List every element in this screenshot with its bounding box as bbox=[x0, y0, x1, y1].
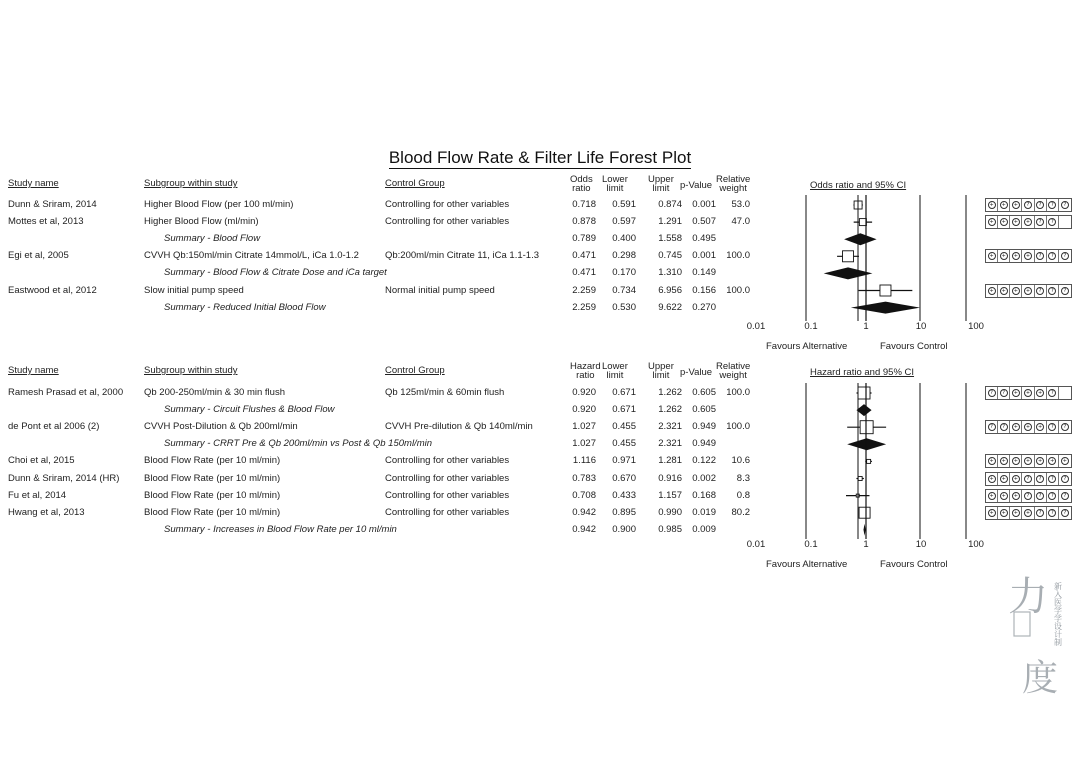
lower-limit-value: 0.971 bbox=[612, 455, 636, 467]
watermark-logo bbox=[1004, 568, 1074, 698]
summary-label: Summary - Circuit Flushes & Blood Flow bbox=[164, 404, 335, 416]
ratio-value: 1.027 bbox=[572, 421, 596, 433]
axis-tick-label: 100 bbox=[968, 321, 984, 332]
lower-limit-value: 0.455 bbox=[612, 421, 636, 433]
unclear-risk-icon: ? bbox=[986, 387, 998, 399]
header-relative-weight: Relative weight bbox=[716, 361, 751, 381]
unclear-risk-icon: ? bbox=[1047, 250, 1059, 262]
header-upper-limit: Upper limit bbox=[648, 361, 674, 381]
axis-tick-label: 10 bbox=[915, 321, 927, 332]
header-p-value: p-Value bbox=[680, 180, 713, 191]
low-risk-icon: + bbox=[1062, 458, 1067, 465]
point-estimate-box bbox=[859, 507, 870, 518]
unclear-risk-icon: ? bbox=[1035, 199, 1047, 211]
low-risk-icon: + bbox=[1010, 199, 1022, 211]
control-group: Controlling for other variables bbox=[385, 472, 510, 484]
upper-limit-value: 0.990 bbox=[658, 506, 682, 518]
header-subgroup: Subgroup within study bbox=[144, 178, 238, 189]
upper-limit-value: 9.622 bbox=[658, 301, 682, 313]
axis-tick-label: 0.01 bbox=[746, 321, 766, 332]
low-risk-icon: + bbox=[1010, 421, 1022, 433]
relative-weight-value: 10.6 bbox=[731, 455, 750, 467]
point-estimate-box bbox=[880, 285, 891, 296]
upper-limit-value: 0.985 bbox=[658, 523, 682, 535]
header-p-value: p-Value bbox=[680, 367, 713, 378]
summary-label: Summary - Blood Flow bbox=[164, 233, 261, 245]
summary-diamond bbox=[856, 404, 871, 416]
point-estimate-box bbox=[859, 219, 866, 226]
ratio-value: 0.920 bbox=[572, 404, 596, 416]
relative-weight-value: 100.0 bbox=[726, 421, 750, 433]
summary-label: Summary - Blood Flow & Citrate Dose and iCa target bbox=[164, 267, 387, 279]
low-risk-icon: + bbox=[998, 199, 1010, 211]
favours-left-label: Favours Alternative bbox=[766, 559, 848, 570]
relative-weight-value: 80.2 bbox=[731, 506, 750, 518]
upper-limit-value: 1.310 bbox=[658, 267, 682, 279]
header-study-name: Study name bbox=[8, 178, 59, 189]
control-group: Controlling for other variables bbox=[385, 199, 510, 210]
summary-diamond bbox=[824, 267, 873, 279]
study-name: Ramesh Prasad et al, 2000 bbox=[8, 387, 124, 398]
low-risk-icon: + bbox=[986, 216, 998, 228]
upper-limit-value: 0.874 bbox=[658, 199, 682, 210]
ratio-value: 0.708 bbox=[572, 489, 596, 501]
unclear-risk-icon: ? bbox=[1059, 507, 1071, 519]
low-risk-icon: + bbox=[986, 507, 998, 519]
unclear-risk-icon: ? bbox=[1035, 216, 1047, 228]
unclear-risk-icon: ? bbox=[1047, 507, 1059, 519]
low-risk-icon: + bbox=[998, 490, 1010, 502]
p-value: 0.019 bbox=[692, 506, 716, 518]
low-risk-icon: + bbox=[1035, 421, 1047, 433]
subgroup-label: CVVH Post-Dilution & Qb 200ml/min bbox=[144, 421, 298, 433]
ratio-value: 0.471 bbox=[572, 267, 596, 279]
low-risk-icon: + bbox=[986, 199, 998, 211]
ratio-value: 0.878 bbox=[572, 216, 596, 228]
header-study-name: Study name bbox=[8, 365, 59, 376]
axis-tick-label: 1 bbox=[863, 539, 869, 550]
header-lower-limit: Lower limit bbox=[602, 174, 628, 194]
control-group: Controlling for other variables bbox=[385, 455, 510, 467]
p-value: 0.001 bbox=[692, 250, 716, 262]
svg-text:力: 力 bbox=[1008, 574, 1048, 620]
low-risk-icon: + bbox=[986, 473, 998, 485]
axis-tick-label: 0.1 bbox=[804, 321, 818, 332]
lower-limit-value: 0.433 bbox=[612, 489, 636, 501]
p-value: 0.507 bbox=[692, 216, 716, 228]
study-name: Egi et al, 2005 bbox=[8, 250, 69, 262]
unclear-risk-icon: ? bbox=[1035, 490, 1047, 502]
unclear-risk-icon: ? bbox=[1059, 473, 1071, 485]
p-value: 0.122 bbox=[692, 455, 716, 467]
p-value: 0.002 bbox=[692, 472, 716, 484]
subgroup-label: Blood Flow Rate (per 10 ml/min) bbox=[144, 455, 281, 467]
study-name: Fu et al, 2014 bbox=[8, 489, 67, 501]
relative-weight-value: 100.0 bbox=[726, 387, 750, 398]
upper-limit-value: 1.558 bbox=[658, 233, 682, 245]
p-value: 0.009 bbox=[692, 523, 716, 535]
low-risk-icon: + bbox=[998, 455, 1010, 467]
ratio-value: 2.259 bbox=[572, 284, 596, 296]
subgroup-label: Blood Flow Rate (per 10 ml/min) bbox=[144, 472, 281, 484]
ratio-value: 1.027 bbox=[572, 438, 596, 450]
unclear-risk-icon: ? bbox=[1035, 250, 1047, 262]
summary-diamond bbox=[844, 233, 876, 245]
low-risk-icon: + bbox=[1010, 490, 1022, 502]
lower-limit-value: 0.530 bbox=[612, 301, 636, 313]
study-name: de Pont et al 2006 (2) bbox=[8, 421, 100, 433]
summary-label: Summary - CRRT Pre & Qb 200ml/min vs Post & Qb 150ml/min bbox=[164, 438, 433, 450]
upper-limit-value: 1.281 bbox=[658, 455, 682, 467]
unclear-risk-icon: ? bbox=[1022, 490, 1034, 502]
low-risk-icon: + bbox=[1022, 216, 1034, 228]
control-group: Normal initial pump speed bbox=[385, 284, 495, 296]
subgroup-label: Blood Flow Rate (per 10 ml/min) bbox=[144, 489, 281, 501]
unclear-risk-icon: ? bbox=[1035, 507, 1047, 519]
ratio-value: 1.116 bbox=[572, 455, 596, 467]
unclear-risk-icon: ? bbox=[1047, 285, 1059, 297]
axis-tick-label: 0.01 bbox=[746, 539, 766, 550]
study-name: Hwang et al, 2013 bbox=[8, 506, 85, 518]
upper-limit-value: 0.745 bbox=[658, 250, 682, 262]
upper-limit-value: 2.321 bbox=[658, 421, 682, 433]
chart-title: Blood Flow Rate & Filter Life Forest Plot bbox=[388, 148, 692, 167]
lower-limit-value: 0.670 bbox=[612, 472, 636, 484]
lower-limit-value: 0.400 bbox=[612, 233, 636, 245]
low-risk-icon: + bbox=[998, 473, 1010, 485]
low-risk-icon: + bbox=[1022, 421, 1034, 433]
subgroup-label: Higher Blood Flow (per 100 ml/min) bbox=[144, 199, 294, 210]
axis-tick-label: 100 bbox=[968, 539, 984, 550]
low-risk-icon: + bbox=[1022, 285, 1034, 297]
relative-weight-value: 53.0 bbox=[731, 199, 750, 210]
lower-limit-value: 0.734 bbox=[612, 284, 636, 296]
ratio-value: 0.942 bbox=[572, 506, 596, 518]
point-estimate-box bbox=[867, 459, 871, 463]
p-value: 0.270 bbox=[692, 301, 716, 313]
lower-limit-value: 0.895 bbox=[612, 506, 636, 518]
control-group: CVVH Pre-dilution & Qb 140ml/min bbox=[385, 421, 533, 433]
subgroup-label: Slow initial pump speed bbox=[144, 284, 244, 296]
lower-limit-value: 0.170 bbox=[612, 267, 636, 279]
p-value: 0.495 bbox=[692, 233, 716, 245]
point-estimate-box bbox=[843, 251, 854, 262]
relative-weight-value: 8.3 bbox=[736, 472, 750, 484]
lower-limit-value: 0.671 bbox=[612, 404, 636, 416]
low-risk-icon: + bbox=[1035, 455, 1047, 467]
lower-limit-value: 0.671 bbox=[612, 387, 636, 398]
low-risk-icon: + bbox=[1010, 455, 1022, 467]
axis-tick-label: 1 bbox=[863, 321, 869, 332]
ratio-value: 0.920 bbox=[572, 387, 596, 398]
unclear-risk-icon: ? bbox=[1035, 473, 1047, 485]
upper-limit-value: 1.291 bbox=[658, 216, 682, 228]
header-upper-limit: Upper limit bbox=[648, 174, 674, 194]
favours-right-label: Favours Control bbox=[880, 559, 948, 570]
lower-limit-value: 0.591 bbox=[612, 199, 636, 210]
header-ratio: Odds ratio bbox=[570, 174, 593, 194]
upper-limit-value: 2.321 bbox=[658, 438, 682, 450]
unclear-risk-icon: ? bbox=[1022, 473, 1034, 485]
low-risk-icon: + bbox=[986, 490, 998, 502]
header-control-group: Control Group bbox=[385, 178, 445, 189]
unclear-risk-icon: ? bbox=[1059, 250, 1071, 262]
ratio-value: 2.259 bbox=[572, 301, 596, 313]
relative-weight-value: 100.0 bbox=[726, 284, 750, 296]
low-risk-icon: + bbox=[998, 285, 1010, 297]
study-name: Eastwood et al, 2012 bbox=[8, 284, 97, 296]
axis-tick-label: 0.1 bbox=[804, 539, 818, 550]
control-group: Controlling for other variables bbox=[385, 216, 510, 228]
control-group: Controlling for other variables bbox=[385, 489, 510, 501]
relative-weight-value: 100.0 bbox=[726, 250, 750, 262]
low-risk-icon: + bbox=[1010, 387, 1022, 399]
p-value: 0.949 bbox=[692, 421, 716, 433]
low-risk-icon: + bbox=[986, 250, 998, 262]
low-risk-icon: + bbox=[1010, 250, 1022, 262]
p-value: 0.156 bbox=[692, 284, 716, 296]
upper-limit-value: 0.916 bbox=[658, 472, 682, 484]
header-control-group: Control Group bbox=[385, 365, 445, 376]
svg-text:度: 度 bbox=[1022, 658, 1059, 698]
unclear-risk-icon: ? bbox=[1022, 199, 1034, 211]
lower-limit-value: 0.455 bbox=[612, 438, 636, 450]
upper-limit-value: 1.262 bbox=[658, 404, 682, 416]
p-value: 0.605 bbox=[692, 404, 716, 416]
low-risk-icon: + bbox=[1010, 285, 1022, 297]
low-risk-icon: + bbox=[1022, 507, 1034, 519]
svg-text:新入医学学设计制: 新入医学学设计制 bbox=[1053, 582, 1063, 646]
unclear-risk-icon: ? bbox=[1047, 473, 1059, 485]
p-value: 0.149 bbox=[692, 267, 716, 279]
summary-diamond bbox=[863, 524, 865, 536]
ratio-value: 0.942 bbox=[572, 523, 596, 535]
lower-limit-value: 0.298 bbox=[612, 250, 636, 262]
subgroup-label: Higher Blood Flow (ml/min) bbox=[144, 216, 259, 228]
favours-right-label: Favours Control bbox=[880, 341, 948, 352]
summary-diamond bbox=[847, 438, 886, 450]
header-plot-title: Odds ratio and 95% CI bbox=[810, 180, 907, 191]
unclear-risk-icon: ? bbox=[1059, 285, 1071, 297]
header-relative-weight: Relative weight bbox=[716, 174, 751, 194]
unclear-risk-icon: ? bbox=[1047, 199, 1059, 211]
subgroup-label: CVVH Qb:150ml/min Citrate 14mmol/L, iCa 1.0-1.2 bbox=[144, 250, 359, 262]
header-plot-title: Hazard ratio and 95% CI bbox=[810, 367, 915, 378]
header-subgroup: Subgroup within study bbox=[144, 365, 238, 376]
low-risk-icon: + bbox=[1022, 250, 1034, 262]
study-name: Mottes et al, 2013 bbox=[8, 216, 84, 228]
subgroup-label: Qb 200-250ml/min & 30 min flush bbox=[144, 387, 285, 398]
ratio-value: 0.789 bbox=[572, 233, 596, 245]
favours-left-label: Favours Alternative bbox=[766, 341, 848, 352]
upper-limit-value: 1.262 bbox=[658, 387, 682, 398]
header-lower-limit: Lower limit bbox=[602, 361, 628, 381]
low-risk-icon: + bbox=[998, 507, 1010, 519]
low-risk-icon: + bbox=[1035, 387, 1047, 399]
low-risk-icon: + bbox=[986, 455, 998, 467]
ratio-value: 0.718 bbox=[572, 199, 596, 210]
summary-label: Summary - Increases in Blood Flow Rate per 10 ml/min bbox=[164, 523, 397, 535]
low-risk-icon: + bbox=[1010, 473, 1022, 485]
unclear-risk-icon: ? bbox=[1035, 285, 1047, 297]
low-risk-icon: + bbox=[986, 285, 998, 297]
p-value: 0.001 bbox=[692, 199, 716, 210]
unclear-risk-icon: ? bbox=[1047, 387, 1059, 399]
p-value: 0.168 bbox=[692, 489, 716, 501]
ratio-value: 0.471 bbox=[572, 250, 596, 262]
point-estimate-box bbox=[860, 421, 873, 434]
unclear-risk-icon: ? bbox=[1047, 490, 1059, 502]
point-estimate-box bbox=[858, 477, 862, 481]
p-value: 0.605 bbox=[692, 387, 716, 398]
low-risk-icon: + bbox=[1047, 455, 1059, 467]
unclear-risk-icon: ? bbox=[1059, 421, 1071, 433]
low-risk-icon: + bbox=[998, 216, 1010, 228]
unclear-risk-icon: ? bbox=[1059, 490, 1071, 502]
relative-weight-value: 47.0 bbox=[731, 216, 750, 228]
summary-label: Summary - Reduced Initial Blood Flow bbox=[164, 301, 326, 313]
low-risk-icon: + bbox=[1010, 216, 1022, 228]
header-ratio: Hazard ratio bbox=[570, 361, 601, 381]
control-group: Qb 125ml/min & 60min flush bbox=[385, 387, 505, 398]
low-risk-icon: + bbox=[1022, 455, 1034, 467]
unclear-risk-icon: ? bbox=[1047, 216, 1059, 228]
upper-limit-value: 1.157 bbox=[658, 489, 682, 501]
ratio-value: 0.783 bbox=[572, 472, 596, 484]
control-group: Controlling for other variables bbox=[385, 506, 510, 518]
point-estimate-box bbox=[858, 387, 870, 399]
unclear-risk-icon: ? bbox=[998, 421, 1010, 433]
low-risk-icon: + bbox=[998, 250, 1010, 262]
lower-limit-value: 0.597 bbox=[612, 216, 636, 228]
low-risk-icon: + bbox=[1010, 507, 1022, 519]
control-group: Qb:200ml/min Citrate 11, iCa 1.1-1.3 bbox=[385, 250, 540, 262]
lower-limit-value: 0.900 bbox=[612, 523, 636, 535]
unclear-risk-icon: ? bbox=[986, 421, 998, 433]
study-name: Dunn & Sriram, 2014 bbox=[8, 199, 97, 210]
study-name: Dunn & Sriram, 2014 (HR) bbox=[8, 472, 120, 484]
summary-diamond bbox=[851, 302, 920, 314]
study-name: Choi et al, 2015 bbox=[8, 455, 75, 467]
unclear-risk-icon: ? bbox=[1059, 199, 1071, 211]
p-value: 0.949 bbox=[692, 438, 716, 450]
upper-limit-value: 6.956 bbox=[658, 284, 682, 296]
unclear-risk-icon: ? bbox=[998, 387, 1010, 399]
unclear-risk-icon: ? bbox=[1047, 421, 1059, 433]
axis-tick-label: 10 bbox=[915, 539, 927, 550]
low-risk-icon: + bbox=[1022, 387, 1034, 399]
relative-weight-value: 0.8 bbox=[736, 489, 750, 501]
subgroup-label: Blood Flow Rate (per 10 ml/min) bbox=[144, 506, 281, 518]
